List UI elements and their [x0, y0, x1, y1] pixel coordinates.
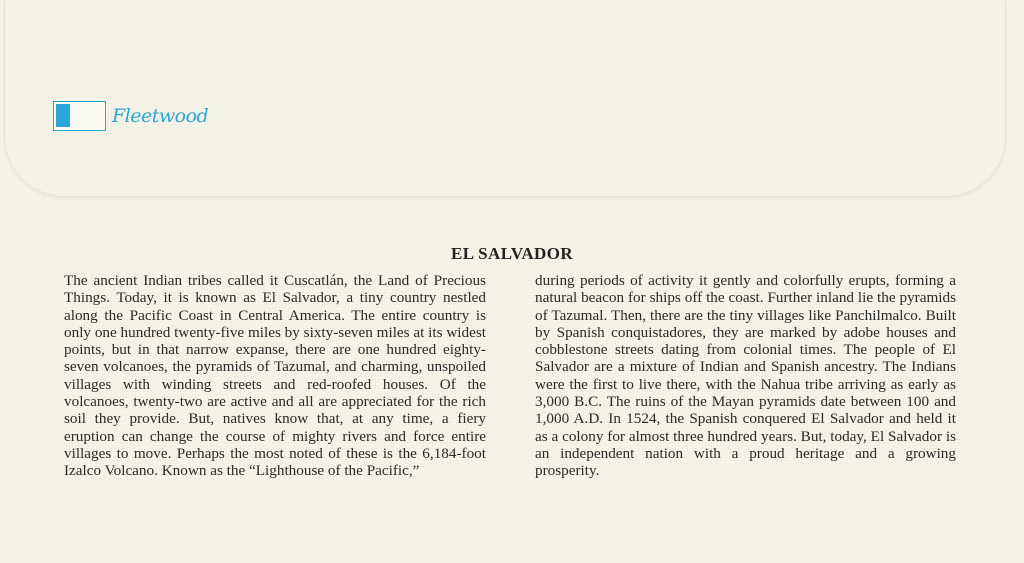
logo-mark-icon — [53, 101, 106, 131]
envelope-flap — [4, 0, 1006, 197]
logo-block-icon — [56, 104, 70, 127]
article-title: EL SALVADOR — [450, 244, 574, 263]
fleetwood-logo — [53, 100, 208, 132]
column-right-text: during periods of activity it gently and colorfully erupts, forming a natural beacon for ships off the coast. Further inland lie the pyramids of Tazumal. Then, there are the tiny villages like Panchilmalco. Built by Spanish conquistadores, they are marked by adobe houses and cobblestone streets dating from colonial times. The people of El Salvador are a mixture of Indian and Spanish ancestry. The Indians were the first to live there, with the Nahua tribe arriving as early as 3,000 B.C. The ruins of the Mayan pyramids date between 100 and 1,000 A.D. In 1524, the Spanish conquered El Salvador and held it as a colony for almost three hundred years. But, today, El Salvador is an independent nation with a proud heritage and a growing prosperity. — [535, 272, 956, 480]
column-left-text: The ancient Indian tribes called it Cuscatlán, the Land of Precious Things. Today, it is known as El Salvador, a tiny country nestled along the Pacific Coast in Central America. The entire country is only one hundred twenty-five miles by sixty-seven miles at its widest points, but in that narrow expanse, there are one hundred eighty-seven volcanoes, the pyramids of Tazumal, and charming, unspoiled villages with winding streets and red-roofed houses. Of the volcanoes, twenty-two are active and all are appreciated for the rich soil they provide. But, natives know that, at any time, a fiery eruption can change the course of mighty rivers and force entire villages to move. Perhaps the most noted of these is the 6,184-foot Izalco Volcano. Known as the “Lighthouse of the Pacific,” — [64, 272, 486, 480]
article-column-right — [535, 272, 956, 480]
logo-text: Fleetwood — [112, 105, 209, 127]
article-column-left — [64, 272, 486, 480]
